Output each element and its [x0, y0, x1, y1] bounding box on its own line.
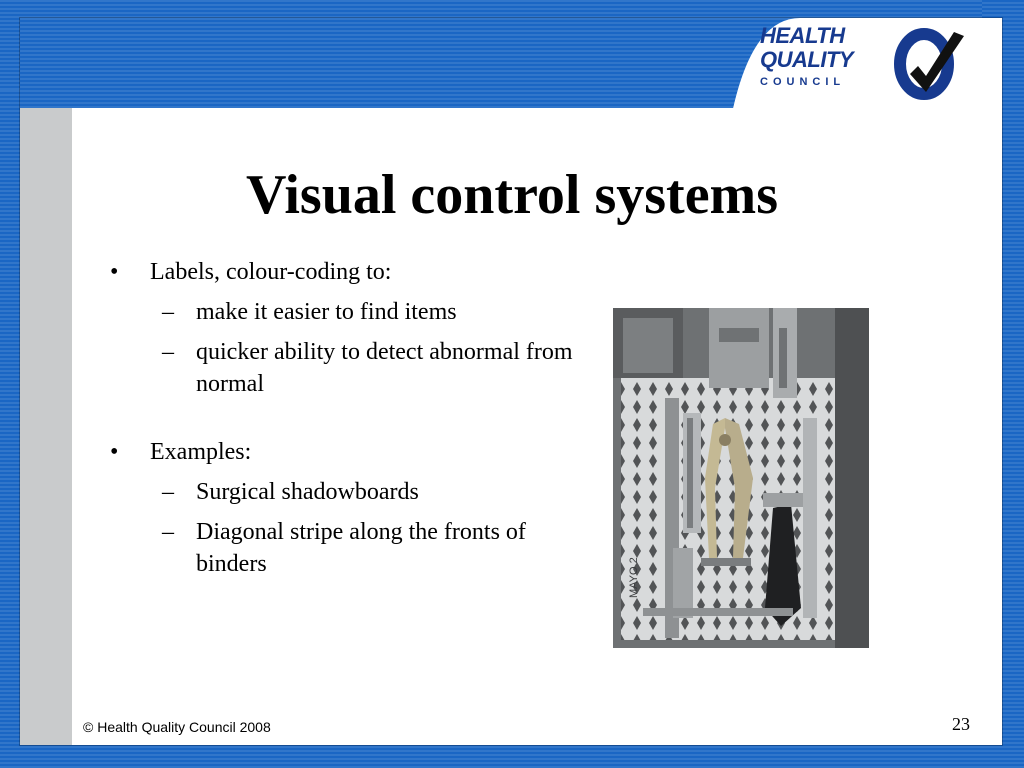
sub-bullet-item	[110, 296, 590, 328]
slide-title: Visual control systems	[246, 164, 778, 226]
footer-copyright: © Health Quality Council 2008	[83, 719, 271, 735]
bullet-item	[110, 436, 590, 468]
bullet-item	[110, 256, 590, 288]
sub-bullet-dash: –	[162, 519, 174, 545]
bullet-dot: •	[110, 439, 119, 465]
sub-bullet-text: Surgical shadowboards	[196, 479, 419, 505]
sub-bullet-dash: –	[162, 299, 174, 325]
tray-label: MAYO 2	[628, 557, 640, 598]
logo-line-health: HEALTH	[760, 23, 845, 48]
q-checkmark-logo-icon	[890, 22, 970, 106]
logo-line-quality: QUALITY	[760, 47, 854, 72]
page-number: 23	[952, 714, 970, 734]
bullet-text: Examples:	[150, 439, 252, 465]
sub-bullet-dash: –	[162, 339, 174, 365]
sub-bullet-text: quicker ability to detect abnormal from normal	[196, 339, 573, 397]
sub-bullet-text: make it easier to find items	[196, 299, 457, 325]
sub-bullet-item	[110, 516, 590, 580]
bullet-list	[110, 256, 590, 580]
hqc-logo-text	[760, 24, 900, 92]
sub-bullet-item	[110, 336, 590, 400]
bullet-text: Labels, colour-coding to:	[150, 259, 392, 285]
sub-bullet-item	[110, 476, 590, 508]
bullet-dot: •	[110, 259, 119, 285]
sub-bullet-dash: –	[162, 479, 174, 505]
surgical-tray-illustration	[613, 308, 869, 648]
sub-bullet-text: Diagonal stripe along the fronts of binders	[196, 519, 526, 577]
logo-line-council: COUNCIL	[760, 76, 846, 88]
shadowboard-photo	[613, 308, 869, 648]
